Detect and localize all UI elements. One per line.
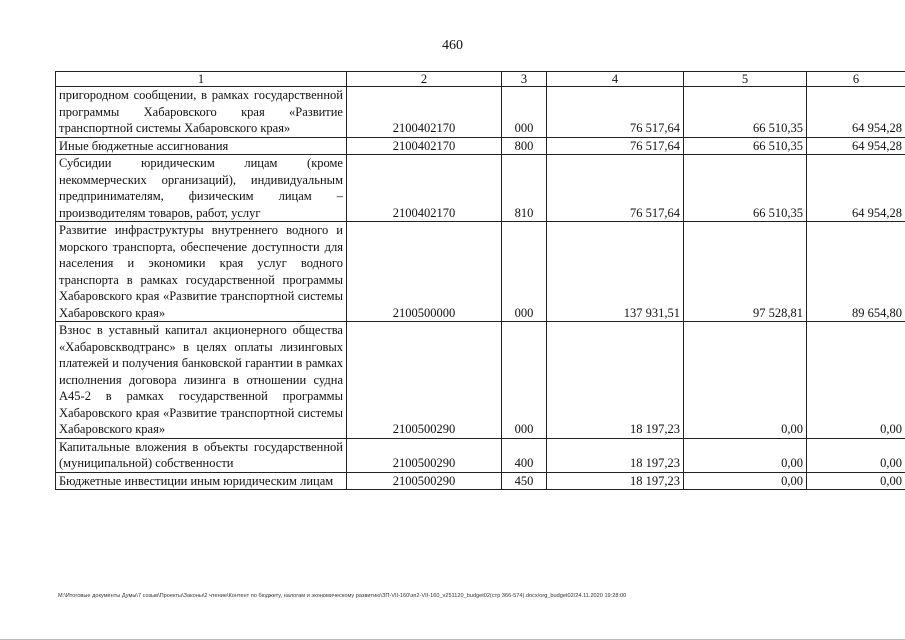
table-row	[56, 322, 905, 439]
row-name: Капитальные вложения в объекты государственной (муниципальной) собственности	[56, 438, 347, 472]
row-name: Субсидии юридическим лицам (кроме некоммерческих организаций), индивидуальным предпринимателям, физическим лицам – производителям товаров, работ, услуг	[56, 155, 347, 222]
row-value-1: 18 197,23	[547, 472, 684, 490]
row-value-1: 18 197,23	[547, 438, 684, 472]
column-header: 6	[807, 72, 905, 87]
row-name: Бюджетные инвестиции иным юридическим лицам	[56, 472, 347, 490]
row-value-1: 76 517,64	[547, 155, 684, 222]
row-value-2: 97 528,81	[684, 222, 807, 322]
row-code: 2100402170	[347, 137, 502, 155]
column-header: 3	[502, 72, 547, 87]
row-value-1: 76 517,64	[547, 137, 684, 155]
row-vr: 000	[502, 222, 547, 322]
row-value-1: 137 931,51	[547, 222, 684, 322]
row-name: Иные бюджетные ассигнования	[56, 137, 347, 155]
row-code: 2100500290	[347, 322, 502, 439]
row-code: 2100500290	[347, 472, 502, 490]
row-value-3: 0,00	[807, 322, 905, 439]
row-name: Развитие инфраструктуры внутреннего водного и морского транспорта, обеспечение доступности для населения и экономики края услуг водного транспорта в рамках государственной программы Хабаровского края «Развитие транспортной системы Хабаровского края»	[56, 222, 347, 322]
file-path-footer: M:\Итоговые документы Думы\7 созыв\Проекты\Законы\2 чтение\Контент по бюджету, налогам и экономическому развитию\ЗП-VII-160\зп2-VII-160_v251120_budget02(стр 366-574).docx/org_budget02/24.11.2020 19:28:00	[58, 593, 627, 599]
row-value-3: 64 954,28	[807, 155, 905, 222]
row-code: 2100500000	[347, 222, 502, 322]
budget-table	[55, 71, 905, 490]
table-row	[56, 137, 905, 155]
column-header: 1	[56, 72, 347, 87]
row-vr: 000	[502, 322, 547, 439]
row-vr: 000	[502, 87, 547, 138]
row-value-3: 64 954,28	[807, 87, 905, 138]
row-value-3: 89 654,80	[807, 222, 905, 322]
row-value-3: 64 954,28	[807, 137, 905, 155]
table-row	[56, 472, 905, 490]
page-number: 460	[442, 38, 463, 53]
row-value-2: 66 510,35	[684, 137, 807, 155]
row-value-1: 76 517,64	[547, 87, 684, 138]
row-value-2: 66 510,35	[684, 87, 807, 138]
row-code: 2100500290	[347, 438, 502, 472]
row-value-2: 0,00	[684, 322, 807, 439]
row-vr: 400	[502, 438, 547, 472]
row-code: 2100402170	[347, 87, 502, 138]
row-name: пригородном сообщении, в рамках государственной программы Хабаровского края «Развитие транспортной системы Хабаровского края»	[56, 87, 347, 138]
table-row	[56, 87, 905, 138]
row-value-3: 0,00	[807, 438, 905, 472]
column-header: 5	[684, 72, 807, 87]
table-header-row	[56, 72, 905, 87]
row-value-3: 0,00	[807, 472, 905, 490]
row-value-2: 66 510,35	[684, 155, 807, 222]
row-code: 2100402170	[347, 155, 502, 222]
table-row	[56, 222, 905, 322]
row-vr: 800	[502, 137, 547, 155]
row-name: Взнос в уставный капитал акционерного общества «Хабаровскводтранс» в целях оплаты лизинговых платежей и получения банковской гарантии в рамках исполнения договора лизинга в отношении судна А45-2 в рамках государственной программы Хабаровского края «Развитие транспортной системы Хабаровского края»	[56, 322, 347, 439]
column-header: 4	[547, 72, 684, 87]
column-header: 2	[347, 72, 502, 87]
row-vr: 450	[502, 472, 547, 490]
row-value-1: 18 197,23	[547, 322, 684, 439]
table-row	[56, 155, 905, 222]
row-value-2: 0,00	[684, 472, 807, 490]
table-row	[56, 438, 905, 472]
row-vr: 810	[502, 155, 547, 222]
row-value-2: 0,00	[684, 438, 807, 472]
